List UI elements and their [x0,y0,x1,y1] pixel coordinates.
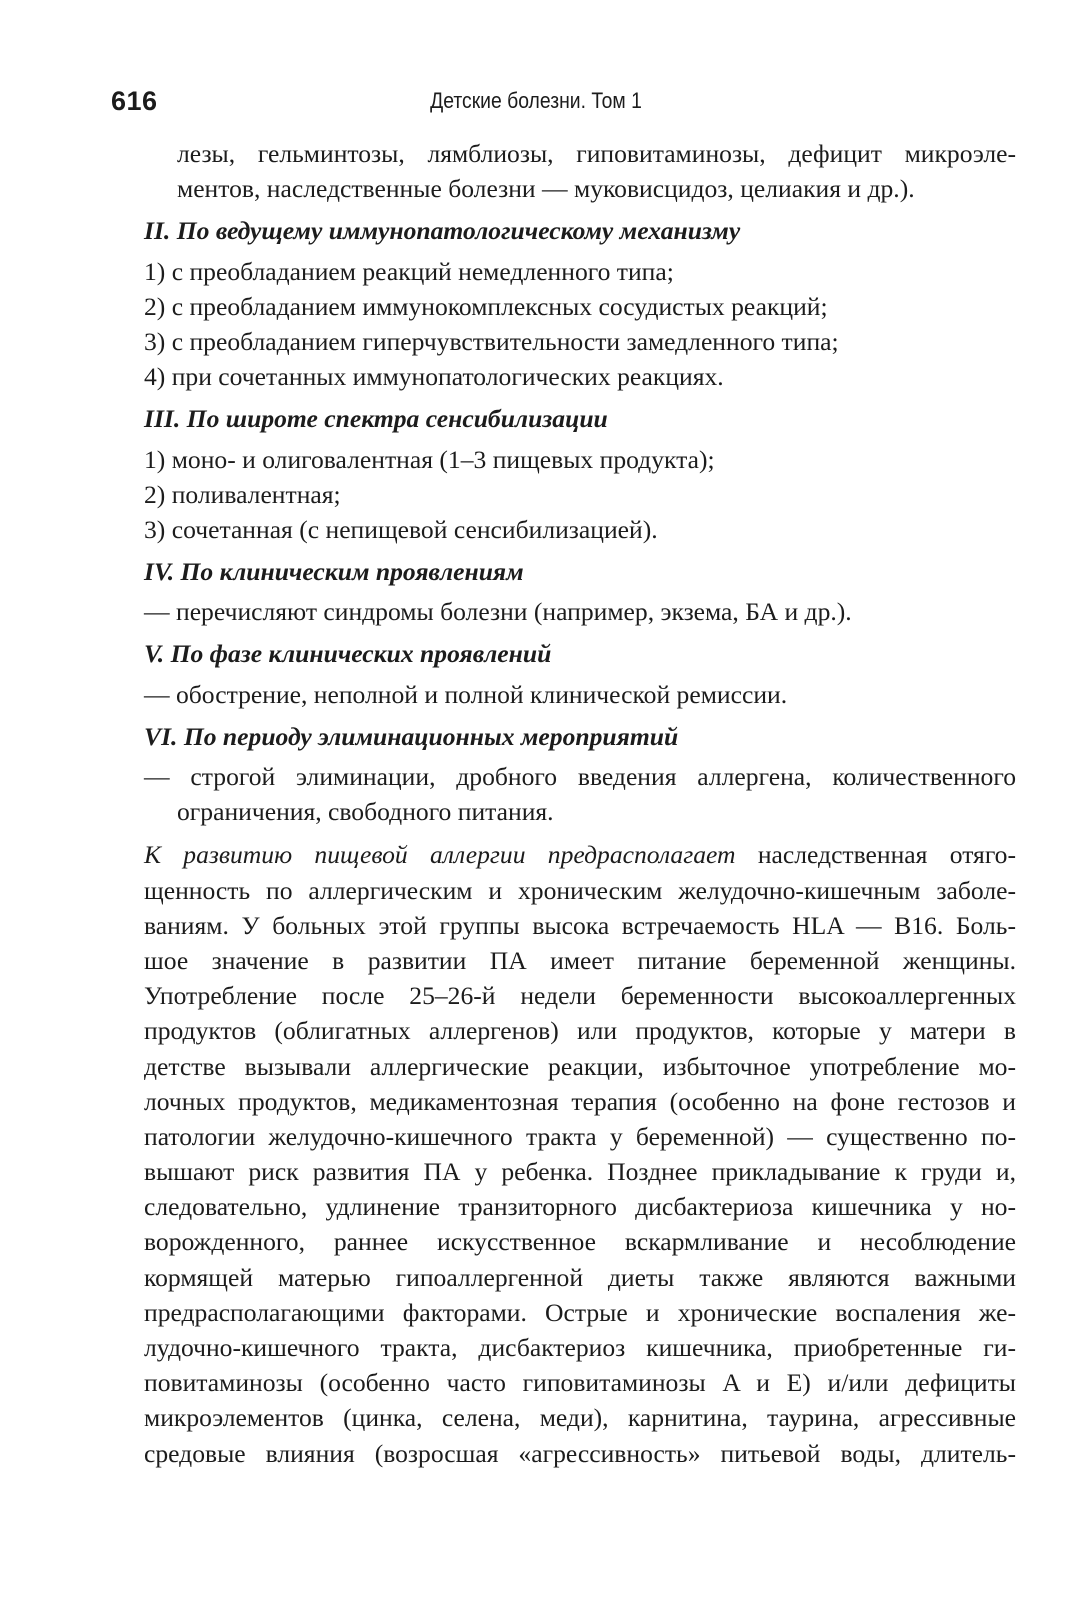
text-line: патологии желудочно-кишечного тракта у беременной) — существенно по- [144,1121,1016,1151]
body-paragraph [144,837,1016,1470]
paragraph-lead-rest: наследственная отяго- [735,840,1016,870]
section-heading: VI. По периоду элиминационных мероприятий [144,721,679,751]
text-line: щенность по аллергическим и хроническим желудочно-кишечным заболе- [144,875,1016,905]
list-item: — обострение, неполной и полной клинической ремиссии. [144,679,788,709]
list-item: 4) при сочетанных иммунопатологических реакциях. [144,362,724,392]
text-line: ментов, наследственные болезни — муковисцидоз, целиакия и др.). [177,174,915,204]
text-line: Употребление после 25–26-й недели беременности высокоаллергенных [144,981,1016,1011]
page-number: 616 [111,86,158,116]
text-line: кормящей матерью гипоаллергенной диеты также являются важными [144,1262,1016,1292]
text-line: предрасполагающими факторами. Острые и хронические воспаления же- [144,1297,1016,1327]
list-item: ограничения, свободного питания. [177,797,554,827]
section-heading: II. По ведущему иммунопатологическому механизму [144,216,741,246]
text-line: продуктов (облигатных аллергенов) или продуктов, которые у матери в [144,1016,1016,1046]
list-item: 3) с преобладанием гиперчувствительности замедленного типа; [144,326,839,356]
text-line: микроэлементов (цинка, селена, меди), карнитина, таурина, агрессивные [144,1403,1016,1433]
list-item: — перечисляют синдромы болезни (например, экзема, БА и др.). [144,597,852,627]
text-line: лочных продуктов, медикаментозная терапия (особенно на фоне гестозов и [144,1086,1016,1116]
continuation-block [144,136,1016,206]
list-item: 1) моно- и олиговалентная (1–3 пищевых продукта); [144,444,715,474]
list-item: — строгой элиминации, дробного введения аллергена, количественного [144,762,1016,791]
list-item: 2) поливалентная; [144,479,341,509]
text-line: средовые влияния (возросшая «агрессивность» питьевой воды, длитель- [144,1438,1016,1468]
text-line: детстве вызывали аллергические реакции, избыточное употребление мо- [144,1051,1016,1081]
running-title: Детские болезни. Том 1 [430,88,642,113]
section-heading: V. По фазе клинических проявлений [144,639,552,669]
paragraph-lead-italic: К развитию пищевой аллергии предрасполагает [144,840,736,870]
section-iv [144,554,1016,629]
section-ii [144,213,1016,394]
text-line: ворожденного, раннее искусственное вскармливание и несоблюдение [144,1227,1016,1257]
text-line: шое значение в развитии ПА имеет питание беременной женщины. [144,945,1016,975]
text-line: вышают риск развития ПА у ребенка. Позднее прикладывание к груди и, [144,1157,1016,1187]
text-line: повитаминозы (особенно часто гиповитаминозы A и E) и/или дефициты [144,1368,1016,1398]
section-heading: IV. По клиническим проявлениям [144,557,524,587]
list-item: 2) с преобладанием иммунокомплексных сосудистых реакций; [144,291,828,321]
text-line: лезы, гельминтозы, лямблиозы, гиповитаминозы, дефицит микроэле- [177,139,1016,168]
list-item: 3) сочетанная (с непищевой сенсибилизацией). [144,514,658,544]
text-line: следовательно, удлинение транзиторного дисбактериоза кишечника у но- [144,1192,1016,1222]
list-item: 1) с преобладанием реакций немедленного типа; [144,256,674,286]
section-vi [144,719,1016,830]
text-line: лудочно-кишечного тракта, дисбактериоз кишечника, приобретенные ги- [144,1333,1016,1362]
section-iii [144,401,1016,547]
section-heading: III. По широте спектра сенсибилизации [144,404,608,434]
page-content [144,136,1016,1471]
section-v [144,636,1016,711]
paragraph-first-line [144,837,1016,872]
text-line: ваниям. У больных этой группы высока встречаемость HLA — B16. Боль- [144,910,1016,940]
